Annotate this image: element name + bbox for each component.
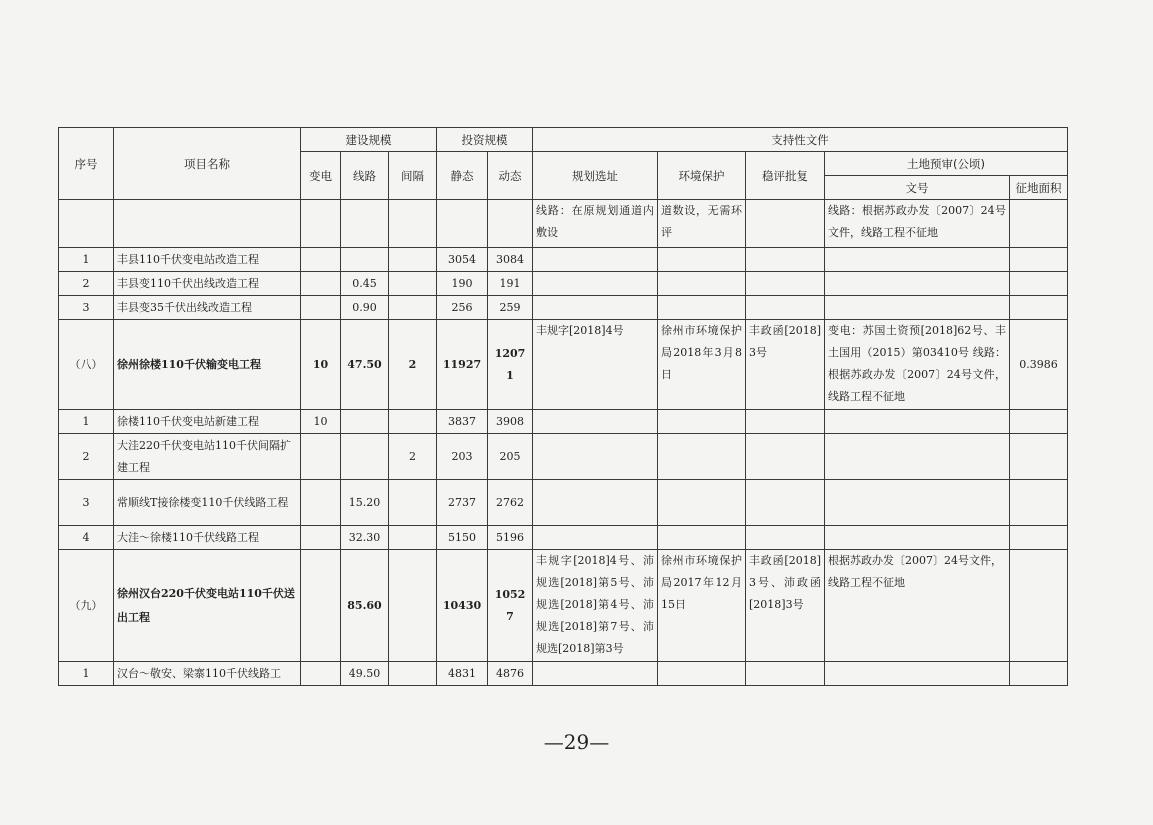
dynamic-cell: 5196	[488, 526, 533, 550]
table-row	[59, 410, 1068, 434]
land-doc-cell: 根据苏政办发〔2007〕24号文件，线路工程不征地	[825, 550, 1010, 662]
seq-cell: 2	[59, 434, 114, 480]
land-doc-cell: 线路：根据苏政办发〔2007〕24号文件，线路工程不征地	[825, 200, 1010, 248]
seq-cell: 1	[59, 662, 114, 686]
header-seq: 序号	[59, 128, 114, 200]
substation-cell: 10	[301, 410, 341, 434]
header-name: 项目名称	[114, 128, 301, 200]
dynamic-cell: 4876	[488, 662, 533, 686]
header-static: 静态	[437, 152, 488, 200]
bay-cell: 2	[389, 320, 437, 410]
header-row-1	[59, 128, 1068, 152]
name-cell: 徐州徐楼110千伏输变电工程	[114, 320, 301, 410]
seq-cell: 4	[59, 526, 114, 550]
env-cell: 道数设，无需环评	[658, 200, 746, 248]
table-row	[59, 434, 1068, 480]
planning-cell: 丰规字[2018]4号、沛规选[2018]第5号、沛规选[2018]第4号、沛规选[2018]第7号、沛规选[2018]第3号	[533, 550, 658, 662]
line-cell: 32.30	[341, 526, 389, 550]
dynamic-cell: 191	[488, 272, 533, 296]
header-land: 土地预审(公顷)	[825, 152, 1068, 176]
bay-cell: 2	[389, 434, 437, 480]
static-cell: 256	[437, 296, 488, 320]
substation-cell: 10	[301, 320, 341, 410]
table-row	[59, 662, 1068, 686]
table-row	[59, 480, 1068, 526]
header-dynamic: 动态	[488, 152, 533, 200]
dynamic-cell: 259	[488, 296, 533, 320]
seq-cell: 1	[59, 248, 114, 272]
land-doc-cell: 变电：苏国土资预[2018]62号、丰土国用（2015）第03410号 线路：根据苏政办发〔2007〕24号文件，线路工程不征地	[825, 320, 1010, 410]
static-cell: 4831	[437, 662, 488, 686]
static-cell: 5150	[437, 526, 488, 550]
line-cell: 47.50	[341, 320, 389, 410]
dynamic-cell: 3908	[488, 410, 533, 434]
project-table	[58, 127, 1068, 686]
dynamic-cell: 3084	[488, 248, 533, 272]
name-cell: 大洼～徐楼110千伏线路工程	[114, 526, 301, 550]
table-row	[59, 200, 1068, 248]
header-bay: 间隔	[389, 152, 437, 200]
table-row-group	[59, 550, 1068, 662]
static-cell: 2737	[437, 480, 488, 526]
land-area-cell: 0.3986	[1010, 320, 1068, 410]
header-env: 环境保护	[658, 152, 746, 200]
dynamic-cell: 12071	[488, 320, 533, 410]
seq-cell: 3	[59, 480, 114, 526]
static-cell: 203	[437, 434, 488, 480]
line-cell: 0.45	[341, 272, 389, 296]
seq-cell: 1	[59, 410, 114, 434]
header-planning: 规划选址	[533, 152, 658, 200]
header-invest-scale: 投资规模	[437, 128, 533, 152]
static-cell: 11927	[437, 320, 488, 410]
env-cell: 徐州市环境保护局2018年3月8日	[658, 320, 746, 410]
header-doc-no: 文号	[825, 176, 1010, 200]
header-stability: 稳评批复	[746, 152, 825, 200]
table-row	[59, 296, 1068, 320]
page-number: —29—	[543, 730, 610, 754]
seq-cell: （八）	[59, 320, 114, 410]
line-cell: 0.90	[341, 296, 389, 320]
static-cell: 3054	[437, 248, 488, 272]
stability-cell: 丰政函[2018]3号	[746, 320, 825, 410]
seq-cell: 2	[59, 272, 114, 296]
header-support-docs: 支持性文件	[533, 128, 1068, 152]
table-row	[59, 272, 1068, 296]
dynamic-cell: 10527	[488, 550, 533, 662]
dynamic-cell: 205	[488, 434, 533, 480]
name-cell: 徐州汉台220千伏变电站110千伏送出工程	[114, 550, 301, 662]
name-cell: 汉台～敬安、梁寨110千伏线路工	[114, 662, 301, 686]
planning-cell: 丰规字[2018]4号	[533, 320, 658, 410]
line-cell: 49.50	[341, 662, 389, 686]
static-cell: 10430	[437, 550, 488, 662]
seq-cell: （九）	[59, 550, 114, 662]
table-row	[59, 526, 1068, 550]
planning-cell: 线路：在原规划通道内敷设	[533, 200, 658, 248]
name-cell: 徐楼110千伏变电站新建工程	[114, 410, 301, 434]
table-row	[59, 248, 1068, 272]
name-cell: 常顺线T接徐楼变110千伏线路工程	[114, 480, 301, 526]
table-row-group	[59, 320, 1068, 410]
header-line: 线路	[341, 152, 389, 200]
name-cell: 丰县变110千伏出线改造工程	[114, 272, 301, 296]
env-cell: 徐州市环境保护局2017年12月15日	[658, 550, 746, 662]
seq-cell: 3	[59, 296, 114, 320]
header-build-scale: 建设规模	[301, 128, 437, 152]
line-cell: 15.20	[341, 480, 389, 526]
name-cell: 丰县变35千伏出线改造工程	[114, 296, 301, 320]
header-substation: 变电	[301, 152, 341, 200]
static-cell: 190	[437, 272, 488, 296]
name-cell: 丰县110千伏变电站改造工程	[114, 248, 301, 272]
static-cell: 3837	[437, 410, 488, 434]
name-cell: 大洼220千伏变电站110千伏间隔扩建工程	[114, 434, 301, 480]
stability-cell: 丰政函[2018]3号、沛政函[2018]3号	[746, 550, 825, 662]
line-cell: 85.60	[341, 550, 389, 662]
dynamic-cell: 2762	[488, 480, 533, 526]
header-land-area: 征地面积	[1010, 176, 1068, 200]
